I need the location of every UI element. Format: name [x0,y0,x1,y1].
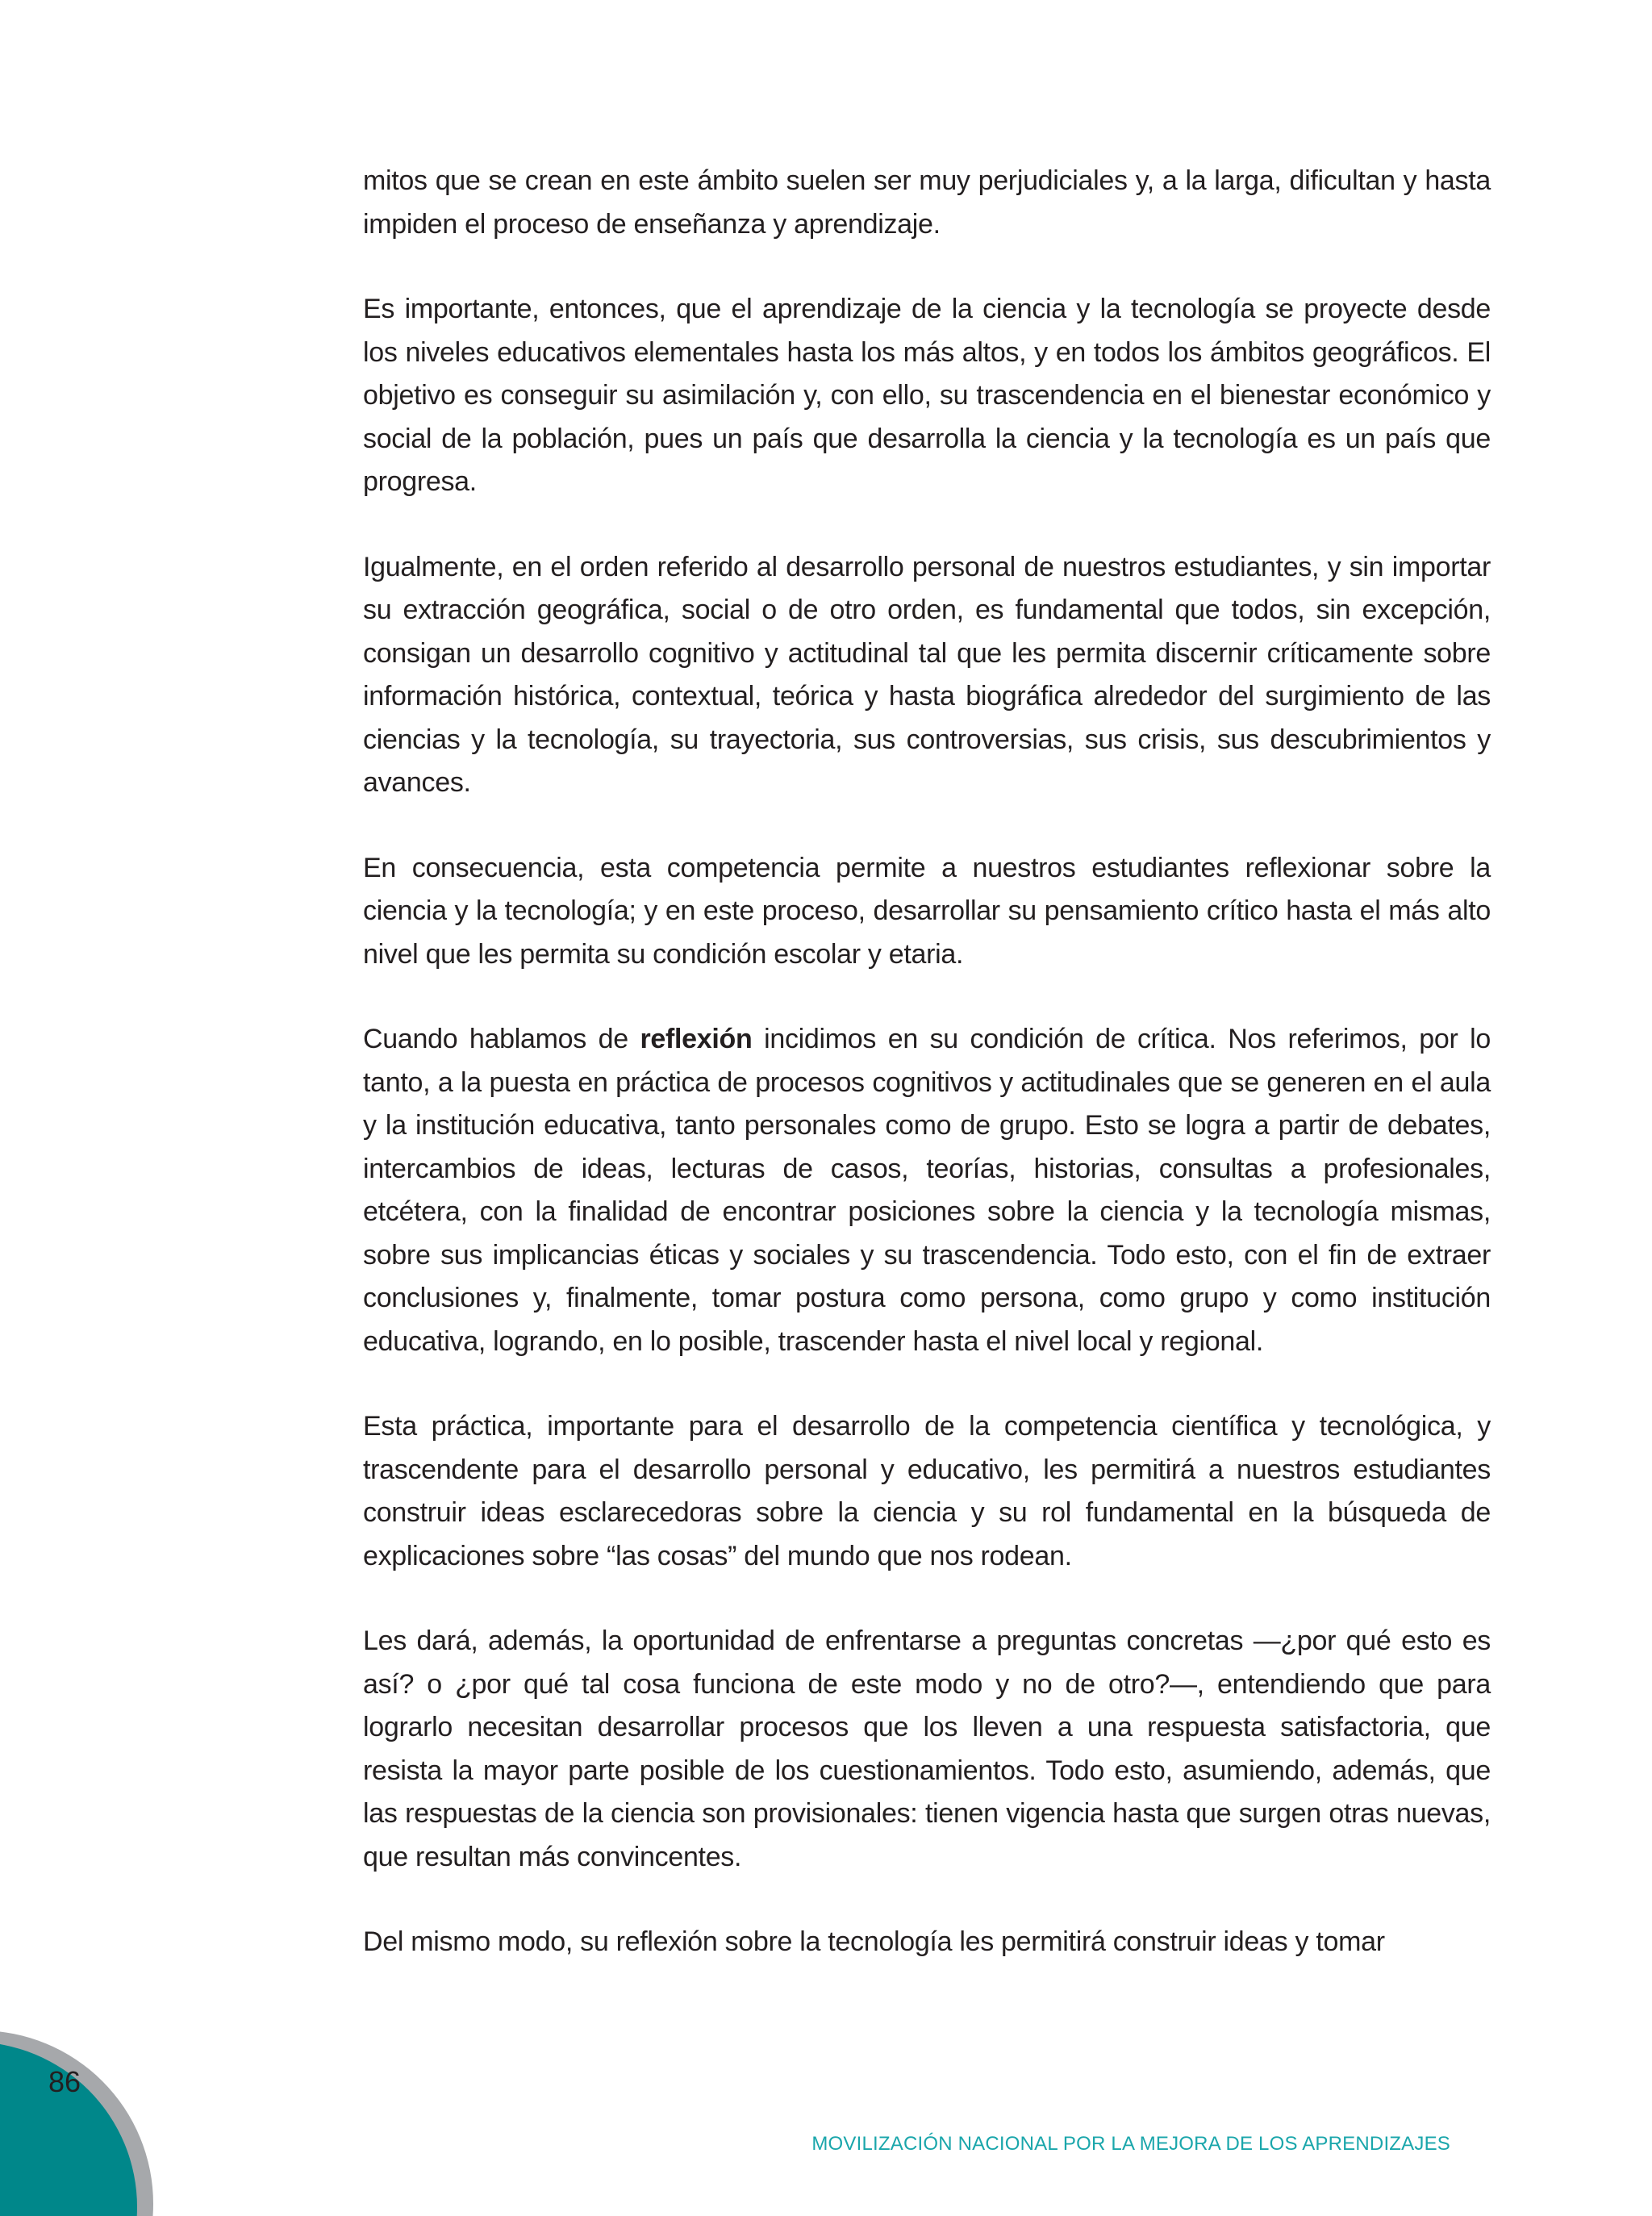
paragraph [363,1921,1491,1964]
paragraph [363,1620,1491,1879]
paragraph-text: Les dará, además, la oportunidad de enfrentarse a preguntas concretas —¿por qué esto es así? o ¿por qué tal cosa funciona de este modo y no de otro?—, entendiendo que para lograrlo necesitan desarrollar procesos que los lleven a una respuesta satisfactoria, que resista la mayor parte posible de los cuestionamientos. Todo esto, asumiendo, además, que las respuestas de la ciencia son provisionales: tienen vigencia hasta que surgen otras nuevas, que resultan más convincentes. [363,1625,1491,1872]
paragraph [363,160,1491,246]
paragraph-text: Esta práctica, importante para el desarrollo de la competencia científica y tecnológica, y trascendente para el desarrollo personal y educativo, les permitirá a nuestros estudiantes construir ideas esclarecedoras sobre la ciencia y su rol fundamental en la búsqueda de explicaciones sobre “las cosas” del mundo que nos rodean. [363,1411,1491,1571]
paragraph-text: mitos que se crean en este ámbito suelen ser muy perjudiciales y, a la larga, dificultan y hasta impiden el proceso de enseñanza y aprendizaje. [363,165,1491,240]
paragraph-text: Igualmente, en el orden referido al desarrollo personal de nuestros estudiantes, y sin importar su extracción geográfica, social o de otro orden, es fundamental que todos, sin excepción, consigan un desarrollo cognitivo y actitudinal tal que les permita discernir críticamente sobre información histórica, contextual, teórica y hasta biográfica alrededor del surgimiento de las ciencias y la tecnología, su trayectoria, sus controversias, sus crisis, sus descubrimientos y avances. [363,551,1491,798]
page-number: 86 [48,2065,81,2098]
paragraph-text: incidimos en su condición de crítica. Nos referimos, por lo tanto, a la puesta en práctica de procesos cognitivos y actitudinales que se generen en el aula y la institución educativa, tanto personales como de grupo. Esto se logra a partir de debates, intercambios de ideas, lecturas de casos, teorías, historias, consultas a profesionales, etcétera, con la finalidad de encontrar posiciones sobre la ciencia y la tecnología mismas, sobre sus implicancias éticas y sociales y su trascendencia. Todo esto, con el fin de extraer conclusiones y, finalmente, tomar postura como persona, como grupo y como institución educativa, logrando, en lo posible, trascender hasta el nivel local y regional. [363,1024,1491,1357]
bold-term: reflexión [640,1024,753,1054]
paragraph [363,546,1491,805]
paragraph [363,1405,1491,1578]
page-corner-tab [0,2030,161,2216]
paragraph-text: En consecuencia, esta competencia permite a nuestros estudiantes reflexionar sobre la ciencia y la tecnología; y en este proceso, desarrollar su pensamiento crítico hasta el más alto nivel que les permita su condición escolar y etaria. [363,852,1491,970]
paragraph-text: Del mismo modo, su reflexión sobre la tecnología les permitirá construir ideas y tomar [363,1926,1385,1957]
paragraph [363,847,1491,977]
paragraph-text: Cuando hablamos de [363,1024,640,1054]
paragraph [363,1018,1491,1363]
paragraph [363,288,1491,504]
paragraph-text: Es importante, entonces, que el aprendizaje de la ciencia y la tecnología se proyecte desde los niveles educativos elementales hasta los más altos, y en todos los ámbitos geográficos. El objetivo es conseguir su asimilación y, con ello, su trascendencia en el bienestar económico y social de la población, pues un país que desarrolla la ciencia y la tecnología es un país que progresa. [363,294,1491,497]
footer-title: MOVILIZACIÓN NACIONAL POR LA MEJORA DE LOS APRENDIZAJES [811,2133,1450,2155]
body-text [363,160,1491,2006]
